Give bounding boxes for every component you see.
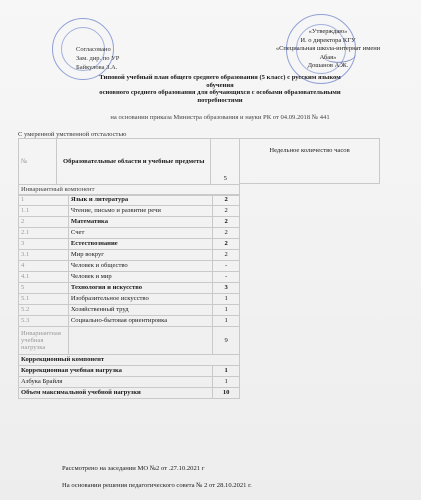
table-row <box>19 377 240 388</box>
approval-left-line2: Зам. дир. по УР <box>76 55 120 62</box>
row-num: 5 <box>19 283 69 294</box>
row-hours: 2 <box>213 206 240 217</box>
approval-left <box>76 45 119 72</box>
row-num: 2 <box>19 217 69 228</box>
row-subject: Счет <box>68 228 212 239</box>
header-subjects: Образовательные области и учебные предметы <box>57 139 211 185</box>
table-row <box>19 327 240 355</box>
footer-mo: Рассмотрено на заседании МО №2 от .27.10.2021 г <box>62 465 205 472</box>
row-num: 5.1 <box>19 294 69 305</box>
table-row <box>19 294 240 305</box>
table-row <box>19 195 240 206</box>
invariant-load-hours: 9 <box>213 327 240 355</box>
row-num: 3 <box>19 239 69 250</box>
subjects-table <box>18 194 240 399</box>
invariant-label: Инвариантный компонент <box>19 185 240 196</box>
row-num: 1.1 <box>19 206 69 217</box>
row-hours: 2 <box>213 217 240 228</box>
row-num: 5.2 <box>19 305 69 316</box>
braille-hours: 1 <box>213 377 240 388</box>
row-num: 4 <box>19 261 69 272</box>
row-hours: 2 <box>213 250 240 261</box>
row-hours: 1 <box>213 316 240 327</box>
title-line1: Типовой учебный план общего среднего образования (5 класс) с русским языком <box>99 74 341 81</box>
title-line2: обучения <box>206 81 234 89</box>
row-num: 1 <box>19 195 69 206</box>
table-row <box>19 366 240 377</box>
footer-council: На основании решения педагогического совета № 2 от 28.10.2021 г. <box>62 482 252 489</box>
table-row <box>19 355 240 366</box>
row-hours: - <box>213 261 240 272</box>
table-row <box>19 305 240 316</box>
table-row <box>19 206 240 217</box>
row-hours: - <box>213 272 240 283</box>
document-title <box>40 74 400 104</box>
max-load-hours: 10 <box>213 388 240 399</box>
title-line4: потребностями <box>197 96 243 104</box>
row-hours: 1 <box>213 305 240 316</box>
invariant-load-spacer <box>68 327 212 355</box>
table-row <box>19 228 240 239</box>
correction-label: Коррекционный компонент <box>19 355 240 366</box>
table-row <box>19 261 240 272</box>
row-hours: 1 <box>213 294 240 305</box>
row-hours: 2 <box>213 239 240 250</box>
table-row <box>19 217 240 228</box>
invariant-load-label: Инвариантная учебная нагрузка <box>19 327 69 355</box>
table-row <box>19 272 240 283</box>
row-subject: Человек и мир <box>68 272 212 283</box>
row-subject: Человек и общество <box>68 261 212 272</box>
correction-load-label: Коррекционная учебная нагрузка <box>19 366 213 377</box>
approval-right-name: Дошанов А.Ж. <box>307 62 349 69</box>
approval-right-line2: И. о директора КГУ <box>300 36 356 44</box>
table-row <box>19 388 240 399</box>
approval-right-line3: «Специальная школа-интернат имени Абая» <box>275 45 381 61</box>
row-hours: 2 <box>213 195 240 206</box>
row-num: 2.1 <box>19 228 69 239</box>
row-subject: Социально-бытовая ориентировка <box>68 316 212 327</box>
row-subject: Технология и искусство <box>68 283 212 294</box>
approval-left-name: Байкулова З.А. <box>76 64 118 71</box>
row-num: 3.1 <box>19 250 69 261</box>
row-subject: Хозяйственный труд <box>68 305 212 316</box>
row-subject: Чтение, письмо и развитие речи <box>68 206 212 217</box>
document-subtitle: на основании приказа Министра образования и науки РК от 04.09.2018 № 441 <box>110 114 330 121</box>
braille-label: Азбука Брайля <box>19 377 213 388</box>
curriculum-table <box>18 138 240 196</box>
section-label: С умеренной умственной отсталостью <box>18 131 127 138</box>
table-row <box>19 316 240 327</box>
row-subject: Естествознание <box>68 239 212 250</box>
correction-load-hours: 1 <box>213 366 240 377</box>
row-hours: 3 <box>213 283 240 294</box>
row-num: 4.1 <box>19 272 69 283</box>
row-num: 5.3 <box>19 316 69 327</box>
header-hours: Недельное количество часов <box>240 138 380 184</box>
table-row <box>19 239 240 250</box>
approval-right <box>268 28 388 71</box>
header-grade: 5 <box>211 139 240 185</box>
approval-right-line1: «Утверждаю» <box>308 28 348 35</box>
row-subject: Мир вокруг <box>68 250 212 261</box>
row-hours: 2 <box>213 228 240 239</box>
max-load-label: Объем максимальной учебной нагрузки <box>19 388 213 399</box>
header-num: № <box>19 139 57 185</box>
row-subject: Язык и литература <box>68 195 212 206</box>
table-row <box>19 283 240 294</box>
approval-left-line1: Согласовано <box>76 46 111 53</box>
table-row <box>19 250 240 261</box>
row-subject: Изобразительное искусство <box>68 294 212 305</box>
row-subject: Математика <box>68 217 212 228</box>
title-line3: основного среднего образования для обучающихся с особыми образовательными <box>99 89 341 97</box>
